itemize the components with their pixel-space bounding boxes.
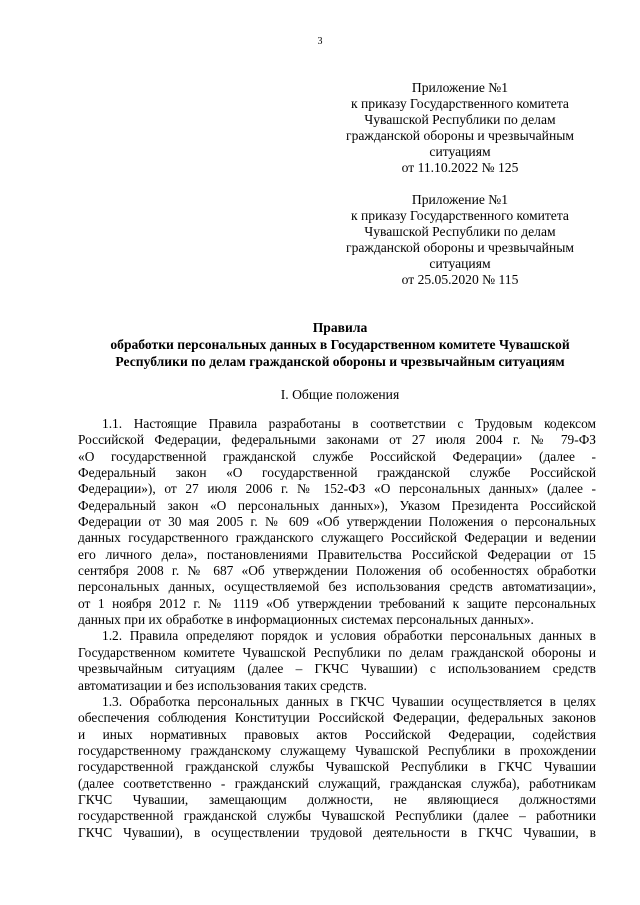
paragraph-line: ГКЧС Чувашии), в осуществлении трудовой деятельности в ГКЧС Чувашии, в — [78, 824, 596, 840]
title-line: Правила — [312, 320, 368, 335]
paragraph-line: Федерации»), от 27 июля 2006 г. № 152-ФЗ «О персональных данных» (далее - — [78, 481, 596, 497]
paragraph-line: сентября 2008 г. № 687 «Об утверждении Положения об особенностях обработки — [78, 563, 596, 579]
appendix-title: Приложение №1 — [411, 192, 509, 207]
paragraph-line: государственной гражданской службы Чувашской Республики (далее – работники — [78, 808, 596, 824]
appendix-line: гражданской обороны и чрезвычайным — [346, 240, 574, 255]
paragraph-1 — [78, 416, 596, 628]
paragraph-line: Федеральный закон «О персональных данных»), Указом Президента Российской — [78, 497, 596, 513]
appendix-line: к приказу Государственного комитета — [351, 208, 569, 223]
paragraph-line: ГКЧС Чувашии, замещающим должности, не являющиеся должностями — [78, 791, 596, 807]
paragraph-line: Федерации от 30 мая 2005 г. № 609 «Об утверждении Положения о персональных — [78, 514, 596, 530]
paragraph-line: 1.2. Правила определяют порядок и условия обработки персональных данных в — [102, 628, 596, 644]
paragraph-line: данных при их обработке в информационных системах персональных данных». — [78, 612, 534, 628]
paragraph-line: «О государственной гражданской службе Российской Федерации» (далее - — [78, 448, 596, 464]
appendix-date: от 11.10.2022 № 125 — [401, 160, 519, 175]
paragraph-line: данных государственного гражданского служащего Российской Федерации и ведении — [78, 530, 596, 546]
paragraph-line: автоматизации и без использования таких средств. — [78, 677, 367, 693]
paragraph-line: Российской Федерации, федеральными законами от 27 июля 2004 г. № 79-ФЗ — [78, 432, 596, 448]
appendix-line: гражданской обороны и чрезвычайным — [346, 128, 574, 143]
paragraph-3 — [78, 694, 596, 841]
appendix-line: к приказу Государственного комитета — [351, 96, 569, 111]
paragraph-line: от 1 ноября 2012 г. № 1119 «Об утверждении требований к защите персональных — [78, 595, 596, 611]
appendix-block-previous — [330, 192, 590, 288]
body-text — [78, 416, 596, 841]
appendix-line: Чувашской Республики по делам — [364, 224, 556, 239]
paragraph-line: его личного дела», постановлениями Правительства Российской Федерации от 15 — [78, 546, 596, 562]
section-heading: I. Общие положения — [280, 387, 400, 402]
paragraph-line: Государственном комитете Чувашской Республики по делам гражданской обороны и — [78, 644, 596, 660]
appendix-line: ситуациям — [429, 256, 491, 271]
appendix-line: ситуациям — [429, 144, 491, 159]
paragraph-line: и иных нормативных правовых актов Российской Федерации, содействия — [78, 726, 596, 742]
appendix-block-current — [330, 80, 590, 176]
paragraph-line: государственному гражданскому служащему Чувашской Республики в прохождении — [78, 742, 596, 758]
paragraph-line: 1.3. Обработка персональных данных в ГКЧС Чувашии осуществляется в целях — [102, 693, 596, 709]
paragraph-line: персональных данных, осуществляемой без использования средств автоматизации», — [78, 579, 596, 595]
paragraph-line: государственной гражданской службы Чувашской Республики в ГКЧС Чувашии — [78, 759, 596, 775]
paragraph-line: 1.1. Настоящие Правила разработаны в соответствии с Трудовым кодексом — [102, 416, 596, 431]
title-line: обработки персональных данных в Государственном комитете Чувашской — [110, 337, 570, 352]
paragraph-line: чрезвычайным ситуациям (далее – ГКЧС Чувашии) с использованием средств — [78, 661, 596, 677]
appendix-line: Чувашской Республики по делам — [364, 112, 556, 127]
paragraph-2 — [78, 628, 596, 693]
document-title — [62, 319, 618, 370]
appendix-title: Приложение №1 — [411, 80, 509, 95]
paragraph-line: обеспечения соблюдения Конституции Российской Федерации, федеральных законов — [78, 710, 596, 726]
title-line: Республики по делам гражданской обороны и чрезвычайным ситуациям — [115, 354, 565, 369]
appendix-date: от 25.05.2020 № 115 — [401, 272, 519, 287]
paragraph-line: (далее соответственно - гражданский служащий, гражданская служба), работникам — [78, 775, 596, 791]
paragraph-line: Федеральный закон «О государственной гражданской службе Российской — [78, 465, 596, 481]
page-number: 3 — [317, 36, 323, 47]
